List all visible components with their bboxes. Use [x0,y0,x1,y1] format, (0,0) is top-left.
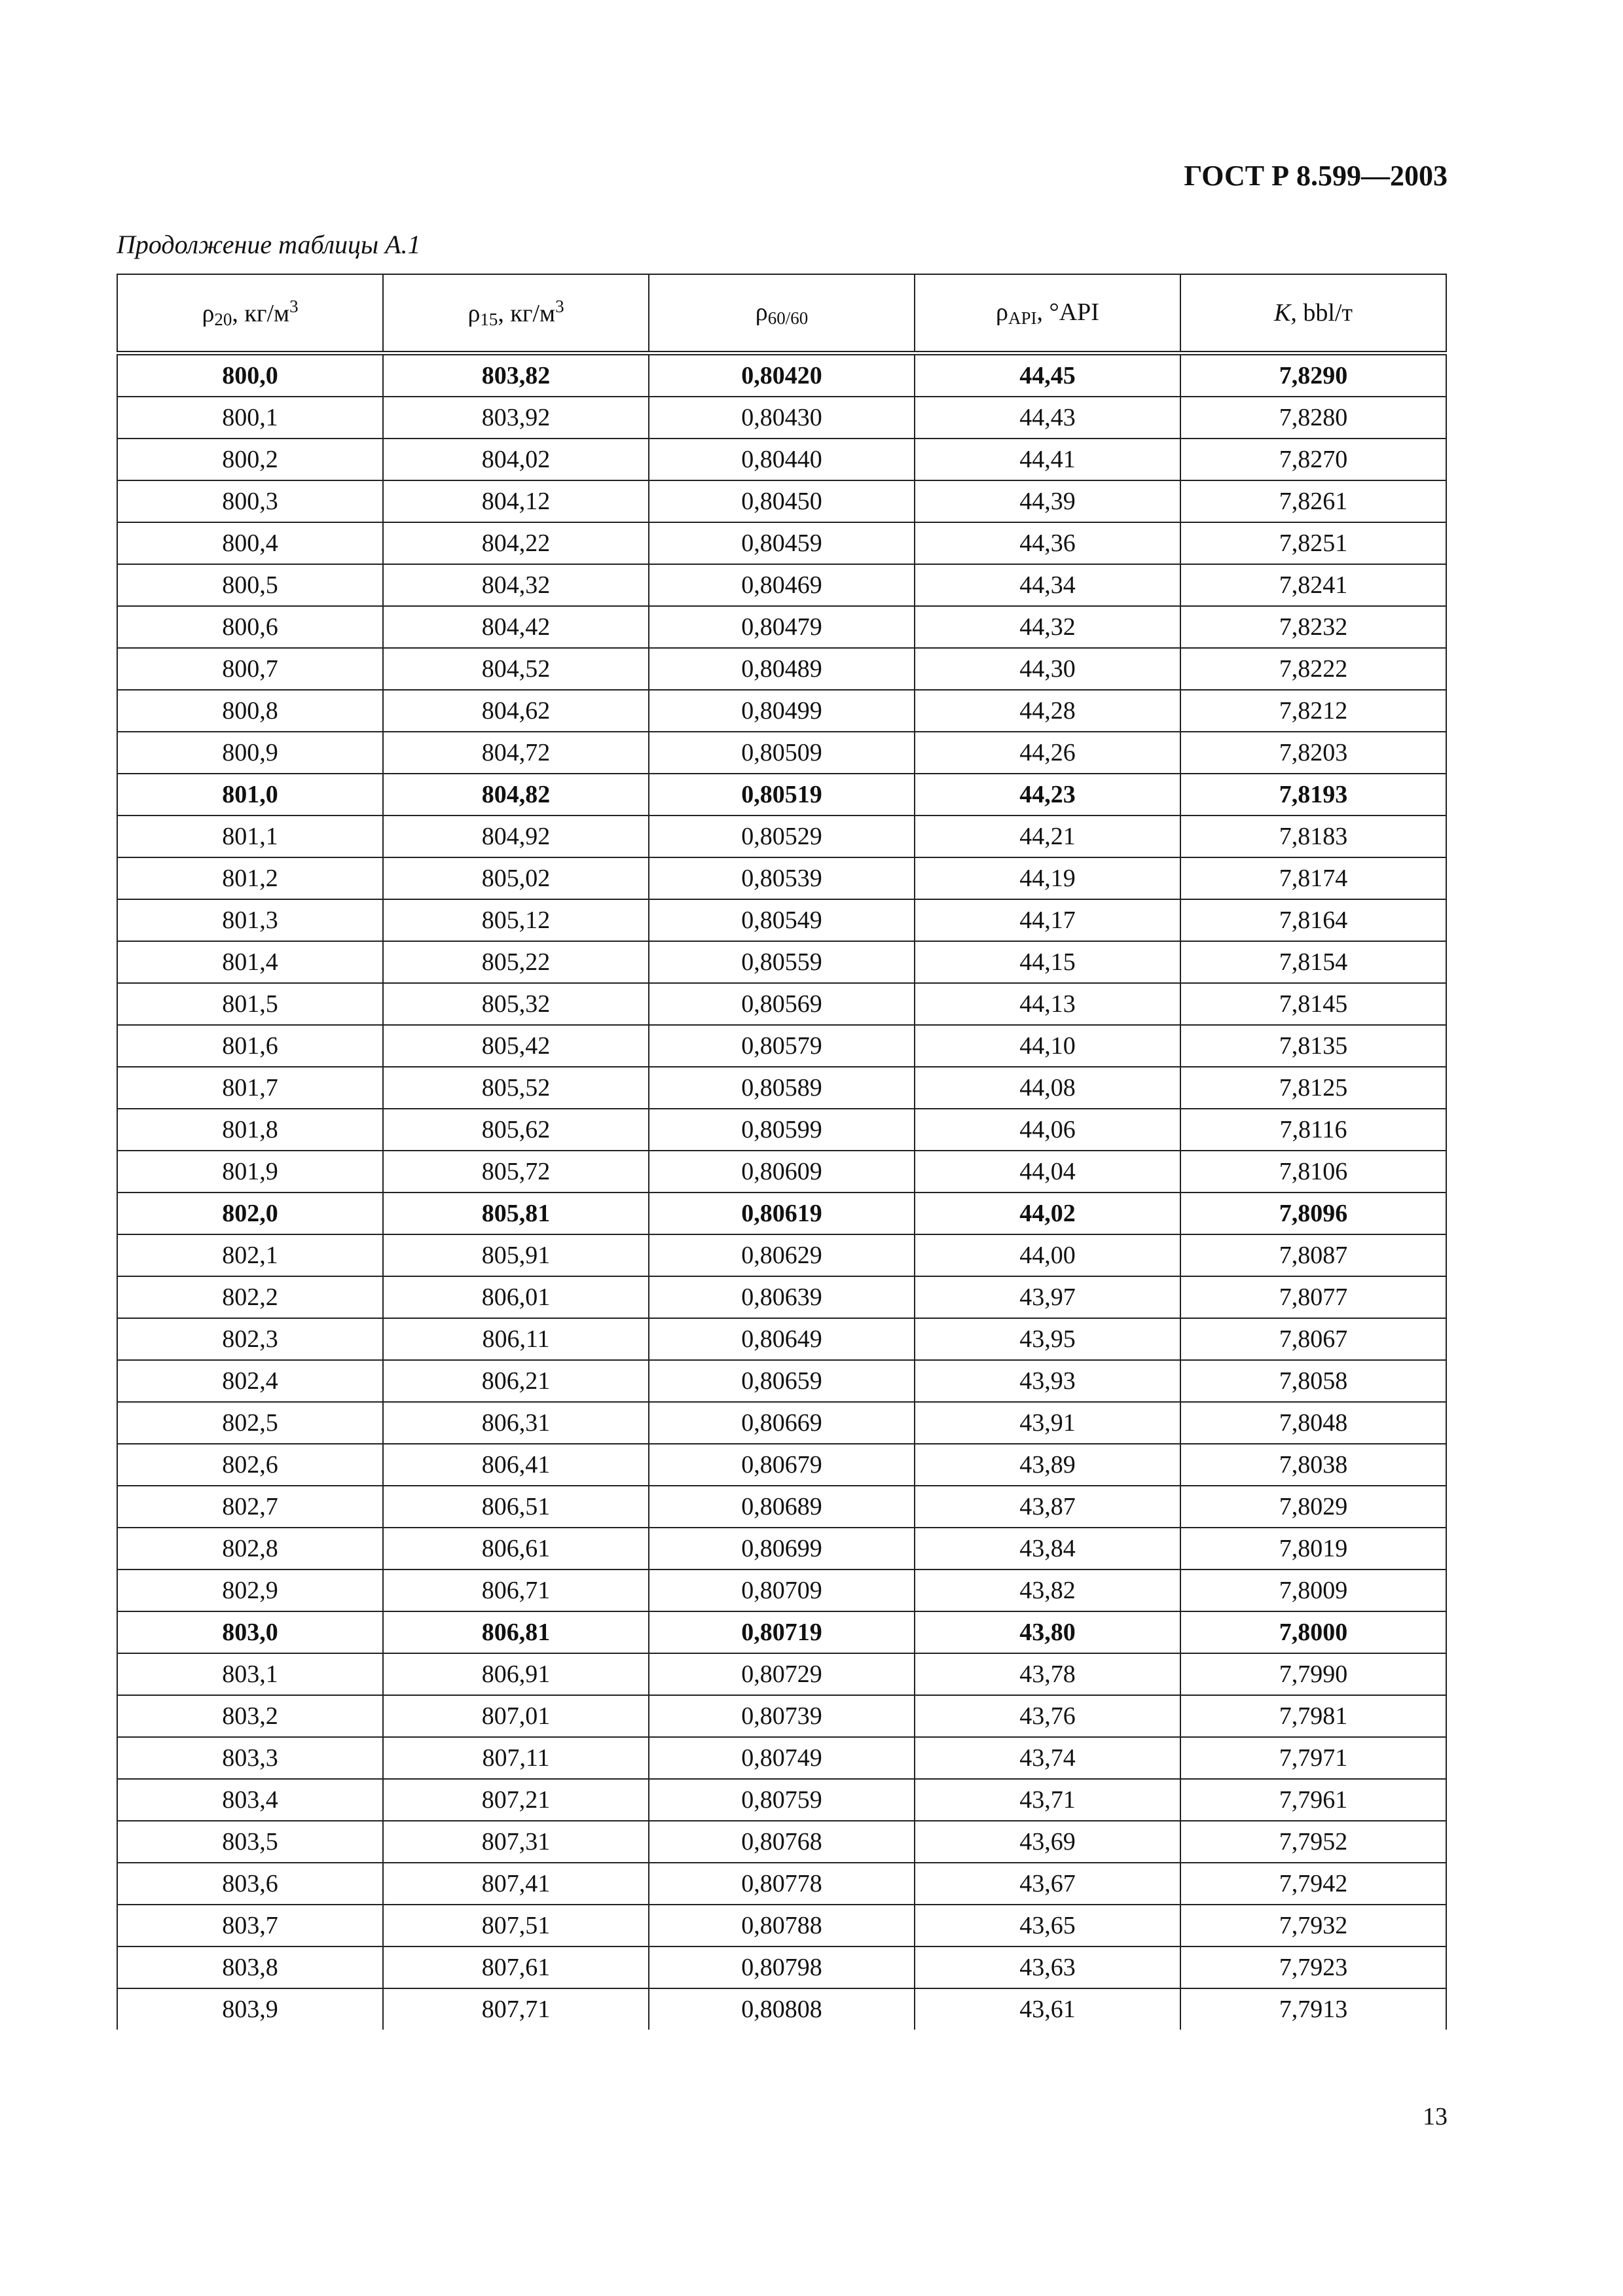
cell-rho15: 804,72 [383,732,649,774]
cell-rho60-60: 0,80619 [649,1193,915,1234]
table-row [117,774,1446,816]
cell-rho-api: 43,67 [915,1863,1180,1905]
cell-rho60-60: 0,80639 [649,1276,915,1318]
cell-rho20: 801,5 [117,983,383,1025]
cell-rho60-60: 0,80569 [649,983,915,1025]
cell-rho15: 806,61 [383,1528,649,1570]
cell-rho-api: 44,32 [915,606,1180,648]
table-row [117,1528,1446,1570]
cell-k: 7,8106 [1180,1151,1446,1193]
cell-k: 7,8116 [1180,1109,1446,1151]
cell-rho-api: 43,87 [915,1486,1180,1528]
cell-rho20: 800,4 [117,522,383,564]
cell-rho60-60: 0,80430 [649,397,915,439]
cell-rho15: 807,11 [383,1737,649,1779]
cell-rho20: 802,1 [117,1234,383,1276]
cell-rho-api: 43,71 [915,1779,1180,1821]
cell-k: 7,8048 [1180,1402,1446,1444]
cell-rho20: 803,3 [117,1737,383,1779]
cell-k: 7,7942 [1180,1863,1446,1905]
header-row [117,274,1446,353]
cell-k: 7,8203 [1180,732,1446,774]
column-header-rho20: $\rho_{20}$, $кг/м^3$ [117,274,383,353]
cell-rho20: 800,9 [117,732,383,774]
cell-rho60-60: 0,80788 [649,1905,915,1946]
cell-rho15: 803,92 [383,397,649,439]
cell-rho-api: 44,21 [915,816,1180,857]
cell-rho20: 801,9 [117,1151,383,1193]
cell-rho20: 801,3 [117,899,383,941]
cell-rho20: 802,0 [117,1193,383,1234]
cell-rho20: 801,1 [117,816,383,857]
table-row [117,1193,1446,1234]
table-row [117,816,1446,857]
cell-rho60-60: 0,80649 [649,1318,915,1360]
cell-rho15: 807,31 [383,1821,649,1863]
cell-rho20: 802,7 [117,1486,383,1528]
cell-rho20: 801,4 [117,941,383,983]
cell-rho15: 805,02 [383,857,649,899]
cell-rho-api: 43,69 [915,1821,1180,1863]
cell-rho15: 806,71 [383,1570,649,1611]
cell-k: 7,7990 [1180,1653,1446,1695]
cell-rho20: 801,0 [117,774,383,816]
cell-rho20: 803,5 [117,1821,383,1863]
cell-rho20: 802,9 [117,1570,383,1611]
cell-rho20: 802,2 [117,1276,383,1318]
table-row [117,1737,1446,1779]
document-code: ГОСТ Р 8.599—2003 [1184,160,1448,192]
cell-rho60-60: 0,80559 [649,941,915,983]
cell-rho60-60: 0,80699 [649,1528,915,1570]
cell-rho15: 806,01 [383,1276,649,1318]
table-row [117,1988,1446,2030]
cell-k: 7,8261 [1180,480,1446,522]
cell-rho15: 805,91 [383,1234,649,1276]
cell-k: 7,8019 [1180,1528,1446,1570]
table-row [117,1109,1446,1151]
cell-rho-api: 43,78 [915,1653,1180,1695]
cell-rho60-60: 0,80669 [649,1402,915,1444]
cell-rho20: 800,7 [117,648,383,690]
cell-k: 7,8164 [1180,899,1446,941]
cell-rho60-60: 0,80509 [649,732,915,774]
table-row [117,1863,1446,1905]
cell-rho-api: 43,97 [915,1276,1180,1318]
cell-rho20: 803,8 [117,1946,383,1988]
cell-k: 7,8154 [1180,941,1446,983]
cell-k: 7,7923 [1180,1946,1446,1988]
cell-rho-api: 44,19 [915,857,1180,899]
cell-k: 7,8222 [1180,648,1446,690]
cell-rho15: 805,22 [383,941,649,983]
cell-rho60-60: 0,80709 [649,1570,915,1611]
table-row [117,1946,1446,1988]
cell-rho60-60: 0,80459 [649,522,915,564]
cell-rho15: 805,42 [383,1025,649,1067]
table-row [117,1611,1446,1653]
cell-rho20: 801,2 [117,857,383,899]
cell-rho-api: 44,23 [915,774,1180,816]
cell-rho15: 806,91 [383,1653,649,1695]
cell-rho20: 801,8 [117,1109,383,1151]
column-header-rho-api: $\rho_{API}$, °API [915,274,1180,353]
cell-k: 7,7981 [1180,1695,1446,1737]
cell-rho60-60: 0,80759 [649,1779,915,1821]
table-row [117,1234,1446,1276]
cell-k: 7,8241 [1180,564,1446,606]
table-row [117,1402,1446,1444]
table-row [117,606,1446,648]
table-row [117,480,1446,522]
table-row [117,1151,1446,1193]
cell-rho-api: 43,82 [915,1570,1180,1611]
cell-rho60-60: 0,80609 [649,1151,915,1193]
cell-rho20: 803,1 [117,1653,383,1695]
cell-k: 7,8029 [1180,1486,1446,1528]
table-row [117,1067,1446,1109]
column-header-rho15: $\rho_{15}$, $кг/м^3$ [383,274,649,353]
cell-rho-api: 43,74 [915,1737,1180,1779]
cell-rho15: 806,21 [383,1360,649,1402]
cell-rho15: 806,81 [383,1611,649,1653]
cell-rho-api: 43,63 [915,1946,1180,1988]
cell-rho20: 803,0 [117,1611,383,1653]
cell-rho-api: 44,26 [915,732,1180,774]
cell-rho20: 803,9 [117,1988,383,2030]
cell-k: 7,8125 [1180,1067,1446,1109]
cell-rho15: 805,32 [383,983,649,1025]
table-body [117,353,1446,2030]
cell-rho15: 806,31 [383,1402,649,1444]
table-row [117,941,1446,983]
cell-rho20: 803,6 [117,1863,383,1905]
cell-rho60-60: 0,80778 [649,1863,915,1905]
cell-rho-api: 43,95 [915,1318,1180,1360]
cell-k: 7,8135 [1180,1025,1446,1067]
cell-rho15: 804,82 [383,774,649,816]
cell-rho-api: 43,84 [915,1528,1180,1570]
cell-rho-api: 43,80 [915,1611,1180,1653]
cell-rho60-60: 0,80679 [649,1444,915,1486]
cell-rho60-60: 0,80629 [649,1234,915,1276]
cell-rho20: 803,4 [117,1779,383,1821]
cell-rho15: 804,32 [383,564,649,606]
cell-rho-api: 43,61 [915,1988,1180,2030]
cell-k: 7,8038 [1180,1444,1446,1486]
cell-rho15: 805,81 [383,1193,649,1234]
table-row [117,522,1446,564]
cell-rho60-60: 0,80739 [649,1695,915,1737]
cell-rho20: 803,7 [117,1905,383,1946]
cell-rho20: 800,1 [117,397,383,439]
cell-rho-api: 44,39 [915,480,1180,522]
cell-rho-api: 44,41 [915,439,1180,480]
column-header-k: K, bbl/т [1180,274,1446,353]
cell-rho20: 800,6 [117,606,383,648]
cell-rho60-60: 0,80768 [649,1821,915,1863]
table-row [117,1653,1446,1695]
cell-rho60-60: 0,80599 [649,1109,915,1151]
table-row [117,1821,1446,1863]
cell-rho20: 802,8 [117,1528,383,1570]
cell-rho15: 807,41 [383,1863,649,1905]
cell-rho60-60: 0,80808 [649,1988,915,2030]
cell-rho-api: 44,36 [915,522,1180,564]
cell-rho-api: 44,30 [915,648,1180,690]
cell-rho-api: 43,76 [915,1695,1180,1737]
cell-rho15: 806,51 [383,1486,649,1528]
cell-rho15: 804,12 [383,480,649,522]
cell-rho15: 804,02 [383,439,649,480]
cell-k: 7,8174 [1180,857,1446,899]
cell-rho15: 803,82 [383,353,649,397]
cell-rho60-60: 0,80689 [649,1486,915,1528]
table-row [117,397,1446,439]
cell-k: 7,7961 [1180,1779,1446,1821]
cell-rho15: 804,92 [383,816,649,857]
cell-rho-api: 44,06 [915,1109,1180,1151]
cell-k: 7,8067 [1180,1318,1446,1360]
cell-rho15: 806,11 [383,1318,649,1360]
cell-rho60-60: 0,80549 [649,899,915,941]
cell-rho60-60: 0,80440 [649,439,915,480]
cell-k: 7,8087 [1180,1234,1446,1276]
cell-rho15: 804,62 [383,690,649,732]
cell-k: 7,8232 [1180,606,1446,648]
cell-rho15: 807,71 [383,1988,649,2030]
cell-rho20: 802,3 [117,1318,383,1360]
table-caption: Продолжение таблицы А.1 [117,230,421,259]
cell-rho15: 804,22 [383,522,649,564]
cell-rho-api: 43,89 [915,1444,1180,1486]
table-row [117,1905,1446,1946]
table-row [117,983,1446,1025]
cell-rho15: 805,62 [383,1109,649,1151]
cell-rho15: 807,51 [383,1905,649,1946]
cell-rho60-60: 0,80749 [649,1737,915,1779]
cell-k: 7,8058 [1180,1360,1446,1402]
cell-rho60-60: 0,80729 [649,1653,915,1695]
cell-rho-api: 44,10 [915,1025,1180,1067]
table-row [117,690,1446,732]
cell-rho60-60: 0,80479 [649,606,915,648]
cell-rho15: 807,61 [383,1946,649,1988]
cell-rho60-60: 0,80719 [649,1611,915,1653]
cell-rho20: 800,0 [117,353,383,397]
cell-rho-api: 44,08 [915,1067,1180,1109]
table-row [117,1695,1446,1737]
cell-rho-api: 43,93 [915,1360,1180,1402]
table-row [117,732,1446,774]
cell-k: 7,8183 [1180,816,1446,857]
table-row [117,899,1446,941]
cell-rho20: 800,3 [117,480,383,522]
cell-k: 7,7932 [1180,1905,1446,1946]
cell-rho20: 801,7 [117,1067,383,1109]
cell-k: 7,8212 [1180,690,1446,732]
table-row [117,857,1446,899]
cell-rho-api: 44,28 [915,690,1180,732]
cell-k: 7,8077 [1180,1276,1446,1318]
cell-rho60-60: 0,80420 [649,353,915,397]
cell-rho15: 804,42 [383,606,649,648]
cell-rho20: 802,6 [117,1444,383,1486]
cell-rho20: 800,8 [117,690,383,732]
cell-k: 7,8145 [1180,983,1446,1025]
cell-rho20: 801,6 [117,1025,383,1067]
cell-rho15: 807,01 [383,1695,649,1737]
cell-k: 7,8009 [1180,1570,1446,1611]
cell-rho20: 802,5 [117,1402,383,1444]
cell-rho60-60: 0,80529 [649,816,915,857]
table-row [117,1318,1446,1360]
cell-rho60-60: 0,80579 [649,1025,915,1067]
cell-rho-api: 44,34 [915,564,1180,606]
cell-k: 7,8280 [1180,397,1446,439]
cell-rho15: 804,52 [383,648,649,690]
cell-k: 7,8270 [1180,439,1446,480]
cell-rho-api: 44,00 [915,1234,1180,1276]
cell-rho-api: 44,45 [915,353,1180,397]
cell-rho60-60: 0,80499 [649,690,915,732]
cell-rho60-60: 0,80539 [649,857,915,899]
cell-rho-api: 44,15 [915,941,1180,983]
table-row [117,564,1446,606]
density-table [117,274,1447,2030]
cell-rho20: 802,4 [117,1360,383,1402]
table-row [117,1486,1446,1528]
cell-rho-api: 44,02 [915,1193,1180,1234]
cell-rho60-60: 0,80469 [649,564,915,606]
column-header-rho60-60: $\rho_{60/60}$ [649,274,915,353]
cell-rho15: 805,72 [383,1151,649,1193]
cell-k: 7,7971 [1180,1737,1446,1779]
cell-k: 7,8251 [1180,522,1446,564]
cell-rho15: 806,41 [383,1444,649,1486]
cell-rho20: 803,2 [117,1695,383,1737]
cell-k: 7,7913 [1180,1988,1446,2030]
cell-k: 7,8096 [1180,1193,1446,1234]
cell-rho20: 800,2 [117,439,383,480]
cell-rho15: 807,21 [383,1779,649,1821]
cell-rho15: 805,12 [383,899,649,941]
table-row [117,1779,1446,1821]
cell-rho60-60: 0,80519 [649,774,915,816]
cell-k: 7,8193 [1180,774,1446,816]
cell-rho-api: 44,13 [915,983,1180,1025]
table-row [117,648,1446,690]
cell-rho-api: 43,65 [915,1905,1180,1946]
table-row [117,353,1446,397]
cell-rho60-60: 0,80798 [649,1946,915,1988]
cell-rho20: 800,5 [117,564,383,606]
page-number: 13 [1423,2103,1448,2130]
table-row [117,1444,1446,1486]
cell-rho-api: 44,43 [915,397,1180,439]
cell-rho-api: 43,91 [915,1402,1180,1444]
table-row [117,1276,1446,1318]
cell-rho-api: 44,04 [915,1151,1180,1193]
cell-rho60-60: 0,80589 [649,1067,915,1109]
cell-rho-api: 44,17 [915,899,1180,941]
table-row [117,1360,1446,1402]
cell-rho15: 805,52 [383,1067,649,1109]
cell-rho60-60: 0,80659 [649,1360,915,1402]
table-row [117,1570,1446,1611]
table-row [117,1025,1446,1067]
cell-k: 7,7952 [1180,1821,1446,1863]
cell-rho60-60: 0,80489 [649,648,915,690]
cell-rho60-60: 0,80450 [649,480,915,522]
cell-k: 7,8000 [1180,1611,1446,1653]
cell-k: 7,8290 [1180,353,1446,397]
table-row [117,439,1446,480]
